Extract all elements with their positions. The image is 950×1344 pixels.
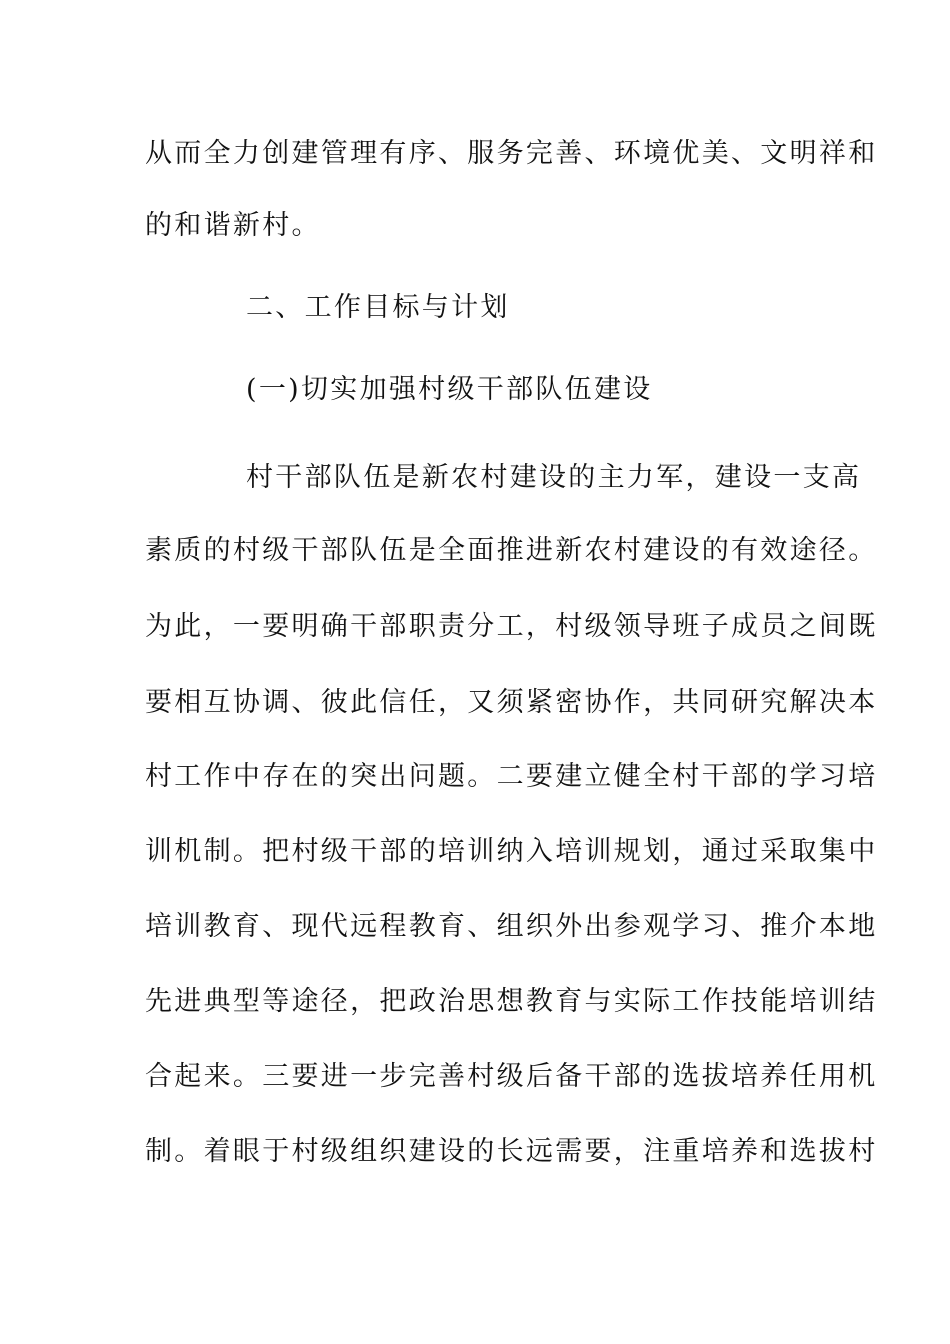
intro-line-2: 的和谐新村。 — [145, 210, 321, 241]
body-line-2: 素质的村级干部队伍是全面推进新农村建设的有效途径。 — [145, 535, 878, 566]
body-line-3: 为此，一要明确干部职责分工，村级领导班子成员之间既 — [145, 611, 878, 642]
body-line-10: 制。着眼于村级组织建设的长远需要，注重培养和选拔村 — [145, 1136, 878, 1167]
body-line-8: 先进典型等途径，把政治思想教育与实际工作技能培训结 — [145, 986, 878, 1017]
body-line-9: 合起来。三要进一步完善村级后备干部的选拔培养任用机 — [145, 1061, 878, 1092]
intro-line-1: 从而全力创建管理有序、服务完善、环境优美、文明祥和 — [145, 138, 878, 169]
body-line-7: 培训教育、现代远程教育、组织外出参观学习、推介本地 — [145, 911, 878, 942]
body-line-5: 村工作中存在的突出问题。二要建立健全村干部的学习培 — [145, 761, 878, 792]
body-line-4: 要相互协调、彼此信任，又须紧密协作，共同研究解决本 — [145, 687, 878, 718]
body-line-1: 村干部队伍是新农村建设的主力军，建设一支高 — [246, 462, 862, 493]
section-heading: 二、工作目标与计划 — [246, 292, 510, 323]
subsection-heading: (一)切实加强村级干部队伍建设 — [246, 374, 653, 405]
body-line-6: 训机制。把村级干部的培训纳入培训规划，通过采取集中 — [145, 836, 878, 867]
